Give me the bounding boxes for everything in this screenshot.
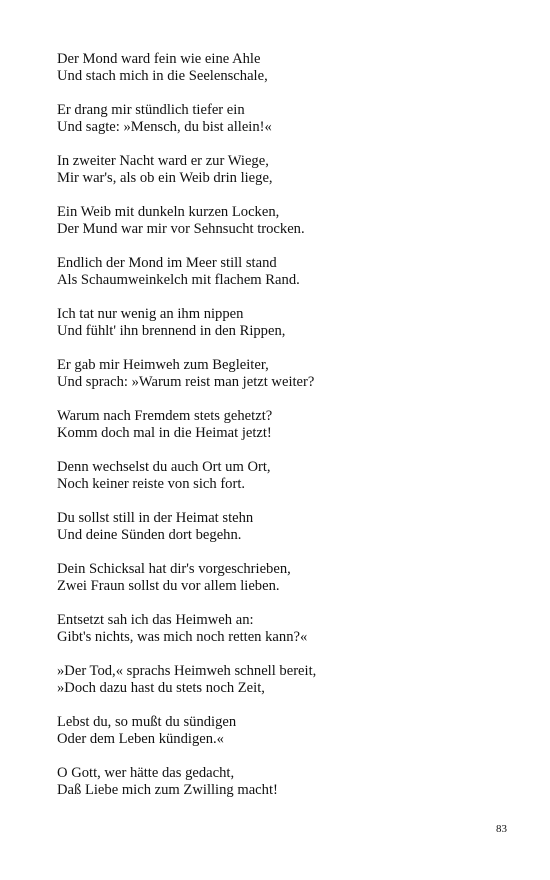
stanza bbox=[57, 612, 507, 645]
stanza bbox=[57, 510, 507, 543]
verse-line: Er gab mir Heimweh zum Begleiter, bbox=[57, 357, 269, 373]
verse-line: O Gott, wer hätte das gedacht, bbox=[57, 765, 235, 781]
verse-line: »Doch dazu hast du stets noch Zeit, bbox=[57, 679, 265, 696]
stanza bbox=[57, 153, 507, 186]
verse-line: Endlich der Mond im Meer still stand bbox=[57, 255, 277, 271]
stanza bbox=[57, 204, 507, 237]
stanza bbox=[57, 459, 507, 492]
verse-line: Der Mund war mir vor Sehnsucht trocken. bbox=[57, 220, 305, 237]
stanza bbox=[57, 663, 507, 696]
verse-line: Daß Liebe mich zum Zwilling macht! bbox=[57, 781, 278, 798]
verse-line: Noch keiner reiste von sich fort. bbox=[57, 475, 246, 492]
verse-line: Oder dem Leben kündigen.« bbox=[57, 730, 224, 747]
verse-line: Warum nach Fremdem stets gehetzt? bbox=[57, 408, 273, 424]
verse-line: Und sprach: »Warum reist man jetzt weiter? bbox=[57, 373, 315, 390]
stanza bbox=[57, 255, 507, 288]
stanza bbox=[57, 357, 507, 390]
stanza bbox=[57, 102, 507, 135]
verse-line: Entsetzt sah ich das Heimweh an: bbox=[57, 612, 254, 628]
verse-line: Mir war's, als ob ein Weib drin liege, bbox=[57, 169, 273, 186]
verse-line: Und sagte: »Mensch, du bist allein!« bbox=[57, 118, 272, 135]
stanza bbox=[57, 51, 507, 84]
verse-line: Gibt's nichts, was mich noch retten kann?« bbox=[57, 628, 308, 645]
verse-line: Und fühlt' ihn brennend in den Rippen, bbox=[57, 322, 286, 339]
stanza bbox=[57, 714, 507, 747]
verse-line: Und stach mich in die Seelenschale, bbox=[57, 67, 268, 84]
verse-line: Zwei Fraun sollst du vor allem lieben. bbox=[57, 577, 280, 594]
verse-line: Komm doch mal in die Heimat jetzt! bbox=[57, 424, 272, 441]
verse-line: Und deine Sünden dort begehn. bbox=[57, 526, 242, 543]
verse-line: In zweiter Nacht ward er zur Wiege, bbox=[57, 153, 269, 169]
stanza bbox=[57, 408, 507, 441]
verse-line: Ich tat nur wenig an ihm nippen bbox=[57, 306, 244, 322]
verse-line: Denn wechselst du auch Ort um Ort, bbox=[57, 459, 271, 475]
verse-line: Als Schaumweinkelch mit flachem Rand. bbox=[57, 271, 300, 288]
verse-line: »Der Tod,« sprachs Heimweh schnell bereit, bbox=[57, 663, 317, 679]
stanza bbox=[57, 561, 507, 594]
page-number: 83 bbox=[496, 823, 507, 835]
verse-line: Dein Schicksal hat dir's vorgeschrieben, bbox=[57, 561, 291, 577]
verse-line: Lebst du, so mußt du sündigen bbox=[57, 714, 237, 730]
verse-line: Ein Weib mit dunkeln kurzen Locken, bbox=[57, 204, 280, 220]
stanza bbox=[57, 306, 507, 339]
verse-line: Der Mond ward fein wie eine Ahle bbox=[57, 51, 261, 67]
poem-text bbox=[57, 51, 507, 816]
verse-line: Er drang mir stündlich tiefer ein bbox=[57, 102, 245, 118]
verse-line: Du sollst still in der Heimat stehn bbox=[57, 510, 254, 526]
stanza bbox=[57, 765, 507, 798]
